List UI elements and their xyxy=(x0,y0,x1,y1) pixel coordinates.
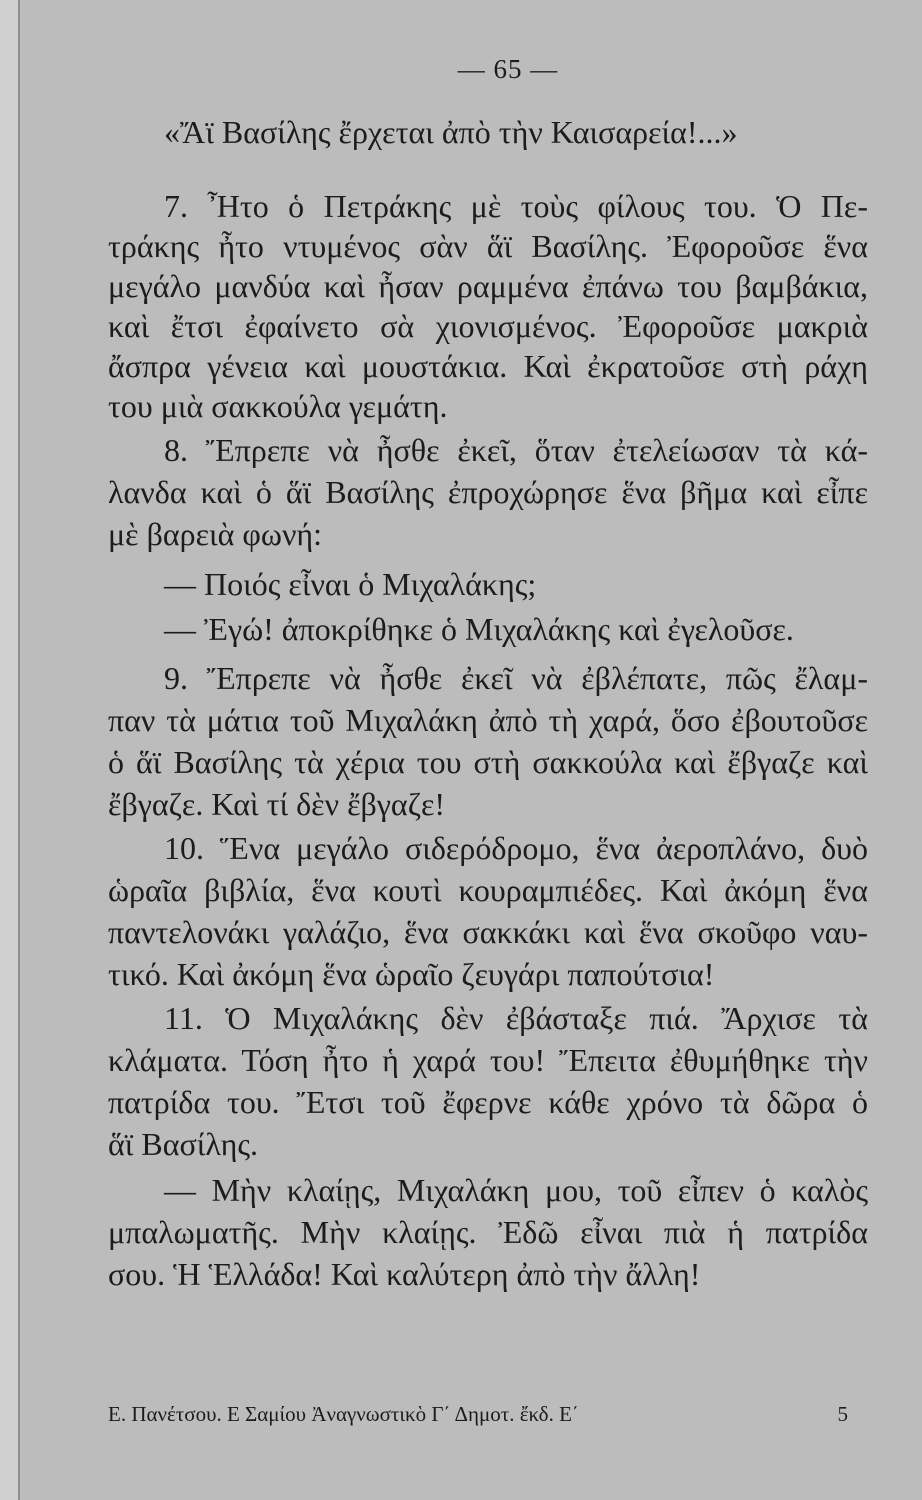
text-line: παντελονάκι γαλάζιο, ἕνα σακκάκι καὶ ἕνα σκοῦφο ναυ- xyxy=(108,914,868,950)
text-line: λανδα καὶ ὁ ἅϊ Βασίλης ἐπροχώρησε ἕνα βῆμα καὶ εἶπε xyxy=(108,474,868,510)
page-binding-edge xyxy=(0,0,20,1500)
text-line: — Ἐγώ! ἀποκρίθηκε ὁ Μιχαλάκης καὶ ἐγελοῦσε. xyxy=(164,611,794,647)
text-line: — Ποιός εἶναι ὁ Μιχαλάκης; xyxy=(164,566,537,602)
text-line: — Μὴν κλαίῃς, Μιχαλάκη μου, τοῦ εἶπεν ὁ καλὸς xyxy=(164,1172,868,1208)
text-line: 7. Ἦτο ὁ Πετράκης μὲ τοὺς φίλους του. Ὁ Πε- xyxy=(164,188,868,224)
text-line: πατρίδα του. Ἔτσι τοῦ ἔφερνε κάθε χρόνο τὰ δῶρα ὁ xyxy=(108,1084,868,1120)
text-line: ἅϊ Βασίλης. xyxy=(108,1126,258,1162)
text-line: 11. Ὁ Μιχαλάκης δὲν ἐβάσταξε πιά. Ἄρχισε τὰ xyxy=(164,1000,868,1036)
text-line: παν τὰ μάτια τοῦ Μιχαλάκη ἀπὸ τὴ χαρά, ὅσο ἐβουτοῦσε xyxy=(108,702,868,738)
text-line: 9. Ἔπρεπε νὰ ἦσθε ἐκεῖ νὰ ἐβλέπατε, πῶς ἔλαμ- xyxy=(164,660,868,696)
text-line: ἄσπρα γένεια καὶ μουστάκια. Καὶ ἐκρατοῦσε στὴ ράχη xyxy=(108,348,868,384)
footer-signature-number: 5 xyxy=(837,1402,848,1426)
text-line: τράκης ἦτο ντυμένος σὰν ἅϊ Βασίλης. Ἐφοροῦσε ἕνα xyxy=(108,228,868,264)
text-line: ἔβγαζε. Καὶ τί δὲν ἔβγαζε! xyxy=(108,786,446,822)
text-line: καὶ ἔτσι ἐφαίνετο σὰ χιονισμένος. Ἐφοροῦσε μακριὰ xyxy=(108,308,868,344)
text-line: τικό. Καὶ ἀκόμη ἕνα ὡραῖο ζευγάρι παπούτσια! xyxy=(108,956,715,992)
page-footer xyxy=(108,1402,848,1427)
text-line: κλάματα. Τόση ἦτο ἡ χαρά του! Ἔπειτα ἐθυμήθηκε τὴν xyxy=(108,1042,868,1078)
text-line: μὲ βαρειὰ φωνή: xyxy=(108,516,323,552)
text-line: σου. Ἡ Ἑλλάδα! Καὶ καλύτερη ἀπὸ τὴν ἄλλη! xyxy=(108,1256,701,1292)
text-line: ὁ ἅϊ Βασίλης τὰ χέρια του στὴ σακκούλα καὶ ἔβγαζε καὶ xyxy=(108,744,868,780)
text-line: μεγάλο μανδύα καὶ ἦσαν ραμμένα ἐπάνω του βαμβάκια, xyxy=(108,268,868,304)
footer-publisher: Ε. Πανέτσου. Ε Σαμίου Ἀναγνωστικὸ Γ΄ Δημοτ. ἔκδ. Ε΄ xyxy=(108,1402,579,1426)
text-line: του μιὰ σακκούλα γεμάτη. xyxy=(108,388,448,424)
text-line: ὡραῖα βιβλία, ἕνα κουτὶ κουραμπιέδες. Καὶ ἀκόμη ἕνα xyxy=(108,872,868,908)
text-line: «Ἄϊ Βασίλης ἔρχεται ἀπὸ τὴν Καισαρεία!...» xyxy=(164,114,738,150)
page-number: — 65 — xyxy=(457,54,559,84)
text-line: 8. Ἔπρεπε νὰ ἦσθε ἐκεῖ, ὅταν ἐτελείωσαν τὰ κά- xyxy=(164,432,868,468)
text-line: 10. Ἕνα μεγάλο σιδερόδρομο, ἕνα ἀεροπλάνο, δυὸ xyxy=(164,830,868,866)
text-line: μπαλωματῆς. Μὴν κλαίῃς. Ἐδῶ εἶναι πιὰ ἡ πατρίδα xyxy=(108,1214,868,1250)
